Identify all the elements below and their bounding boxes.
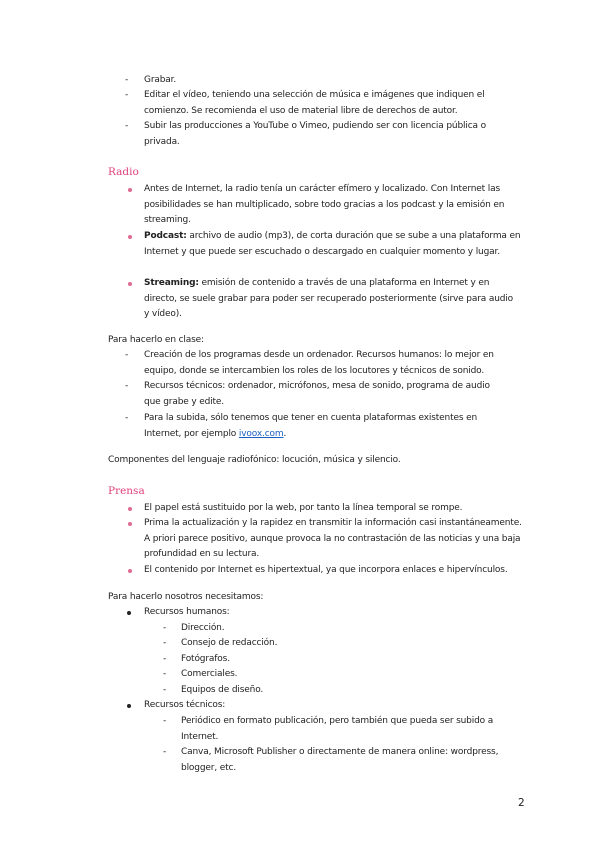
list-item: Editar el vídeo, teniendo una selección de música e imágenes que indiquen el comienzo. Se recomienda el uso de material libre de derechos de autor. [144, 90, 485, 116]
dash-bullet: - [125, 75, 129, 85]
radio-class-intro: Para hacerlo en clase: [108, 335, 204, 345]
human-resources-label: Recursos humanos: [144, 607, 230, 617]
bullet-dot [127, 704, 131, 708]
dash-bullet: - [163, 747, 167, 757]
bullet-dot [128, 522, 132, 526]
tech-resources-label: Recursos técnicos: [144, 700, 226, 710]
dash-bullet: - [125, 381, 129, 391]
section-heading-radio: Radio [108, 166, 139, 178]
dash-bullet: - [163, 638, 167, 648]
prensa-bullet: El papel está sustituido por la web, por tanto la línea temporal se rompe. [144, 503, 463, 513]
dash-bullet: - [163, 669, 167, 679]
page-number: 2 [518, 797, 525, 809]
list-item: Recursos técnicos: ordenador, micrófonos, mesa de sonido, programa de audio que grabe y edite. [144, 381, 490, 407]
dash-bullet: - [163, 623, 167, 633]
radio-bullet: Antes de Internet, la radio tenía un carácter efímero y localizado. Con Internet las posibilidades se han multiplicado, sobre todo gracias a los podcast y la emisión en streaming. [144, 184, 505, 226]
bullet-dot [128, 507, 132, 511]
bullet-text: archivo de audio (mp3), de corta duración que se sube a una plataforma en Internet y que puede ser escuchado o descargado en cualquier momento y lugar. [144, 231, 521, 257]
prensa-bullet: Prima la actualización y la rapidez en transmitir la información casi instantáneamente. A priori parece positivo, aunque provoca la no contrastación de las noticias y una baja profundidad en su lectura. [144, 518, 522, 560]
list-item: Comerciales. [181, 669, 238, 679]
list-item: Grabar. [144, 75, 177, 85]
list-item: Creación de los programas desde un ordenador. Recursos humanos: lo mejor en equipo, donde se intercambien los roles de los locutores y técnicos de sonido. [144, 350, 494, 376]
list-item: Fotógrafos. [181, 654, 230, 664]
list-item: Periódico en formato publicación, pero también que pueda ser subido a Internet. [181, 716, 494, 742]
bullet-dot [128, 188, 132, 192]
dash-bullet: - [125, 121, 129, 131]
bullet-dot [128, 235, 132, 239]
prensa-intro: Para hacerlo nosotros necesitamos: [108, 592, 264, 602]
list-item: Dirección. [181, 623, 225, 633]
bullet-dot [128, 569, 132, 573]
list-item: Equipos de diseño. [181, 685, 264, 695]
radio-bullet-streaming [144, 276, 516, 323]
list-item: Canva, Microsoft Publisher o directamente de manera online: wordpress, blogger, etc. [181, 747, 499, 773]
upload-end: . [283, 428, 287, 439]
section-heading-prensa: Prensa [108, 485, 145, 497]
dash-bullet: - [163, 716, 167, 726]
dash-bullet: - [125, 90, 129, 100]
bullet-dot [127, 611, 131, 615]
dash-bullet: - [163, 654, 167, 664]
dash-bullet: - [163, 685, 167, 695]
dash-bullet: - [125, 350, 129, 360]
ivoox-link[interactable]: ivoox.com [238, 428, 284, 439]
upload-text: Para la subida, sólo tenemos que tener en cuenta plataformas existentes en Internet, por ejemplo [144, 413, 478, 439]
bullet-dot [128, 282, 132, 286]
prensa-bullet: El contenido por Internet es hipertextual, ya que incorpora enlaces e hipervínculos. [144, 565, 508, 575]
list-item: Subir las producciones a YouTube o Vimeo, pudiendo ser con licencia pública o privada. [144, 121, 486, 147]
radio-bullet-podcast [144, 229, 530, 260]
bold-term: Podcast: [144, 231, 187, 241]
list-item: Consejo de redacción. [181, 638, 278, 648]
bullet-text: emisión de contenido a través de una plataforma en Internet y en directo, se suele grabar para poder ser recuperado posteriormente (sirve para audio y vídeo). [144, 278, 514, 320]
bold-term: Streaming: [144, 278, 199, 288]
radio-components: Componentes del lenguaje radiofónico: locución, música y silencio. [108, 455, 401, 465]
list-item-upload [144, 411, 506, 442]
dash-bullet: - [125, 413, 129, 423]
